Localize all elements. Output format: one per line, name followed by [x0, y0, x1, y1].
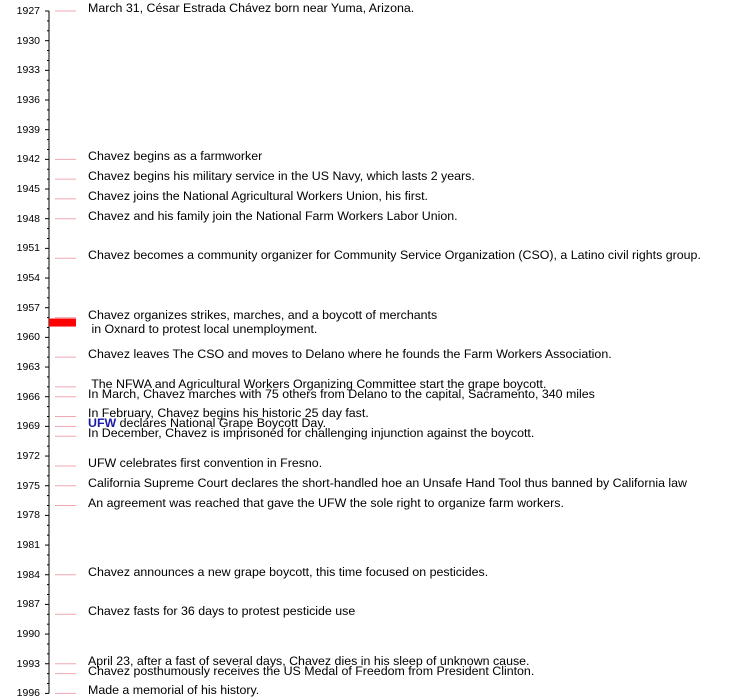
event-text: April 23, after a fast of several days, Chavez dies in his sleep of unknown cause.	[88, 653, 530, 668]
event-item	[88, 209, 458, 223]
year-label: 1945	[16, 183, 40, 196]
year-label: 1966	[16, 390, 40, 403]
year-label: 1948	[16, 212, 40, 225]
event-item	[88, 426, 534, 440]
event-item	[88, 496, 564, 510]
year-label: 1954	[16, 272, 40, 285]
event-text: Chavez and his family join the National Farm Workers Labor Union.	[88, 208, 458, 223]
event-item	[88, 565, 488, 579]
event-text: Chavez fasts for 36 days to protest pesticide use	[88, 604, 356, 619]
year-label: 1990	[16, 628, 40, 641]
event-text: An agreement was reached that gave the UFW the sole right to organize farm workers.	[88, 495, 564, 510]
year-label: 1978	[16, 509, 40, 522]
year-label: 1951	[16, 242, 40, 255]
event-text: Chavez joins the National Agricultural Workers Union, his first.	[88, 188, 428, 203]
event-item	[88, 308, 437, 336]
year-label: 1972	[16, 450, 40, 463]
event-item	[88, 248, 701, 262]
event-text: In March, Chavez marches with 75 others from Delano to the capital, Sacramento, 340 miles	[88, 386, 595, 401]
year-label: 1957	[16, 301, 40, 314]
event-item	[88, 476, 687, 490]
year-label: 1996	[16, 687, 40, 700]
event-item	[88, 347, 612, 361]
event-text: UFW celebrates first convention in Fresno.	[88, 455, 323, 470]
year-label: 1987	[16, 598, 40, 611]
event-item	[88, 149, 262, 163]
event-text: Chavez organizes strikes, marches, and a boycott of merchants in Oxnard to protest local unemployment.	[88, 307, 438, 336]
year-label: 1936	[16, 94, 40, 106]
event-text: In December, Chavez is imprisoned for challenging injunction against the boycott.	[88, 426, 535, 441]
event-item	[88, 169, 475, 183]
ufw-abbreviation[interactable]: UFW	[88, 416, 117, 431]
event-text: In February, Chavez begins his historic 25 day fast.	[88, 406, 369, 421]
year-label: 1942	[16, 153, 40, 166]
year-label: 1930	[16, 34, 40, 47]
event-text: The NFWA and Agricultural Workers Organizing Committee start the grape boycott.	[88, 376, 547, 391]
event-text: California Supreme Court declares the short-handled hoe an Unsafe Hand Tool thus banned by California law	[88, 475, 688, 490]
year-label: 1963	[16, 361, 40, 374]
year-label: 1993	[16, 657, 40, 670]
highlight-marker	[49, 319, 76, 327]
event-item	[88, 1, 414, 15]
year-label: 1975	[16, 479, 40, 492]
event-item	[88, 456, 322, 470]
event-text: March 31, César Estrada Chávez born near Yuma, Arizona.	[88, 1, 415, 15]
year-label: 1933	[16, 64, 40, 77]
event-item	[88, 683, 259, 697]
event-text: Chavez leaves The CSO and moves to Delano where he founds the Farm Workers Association.	[88, 347, 612, 362]
year-label: 1939	[16, 123, 40, 136]
year-label: 1981	[16, 539, 40, 552]
event-item	[88, 189, 428, 203]
event-text: Chavez becomes a community organizer for Community Service Organization (CSO), a Latino civil rights group.	[88, 248, 701, 263]
year-label: 1927	[16, 5, 40, 17]
year-label: 1984	[16, 568, 40, 581]
event-text: Chavez begins as a farmworker	[88, 149, 263, 164]
event-text: Chavez announces a new grape boycott, this time focused on pesticides.	[88, 564, 489, 579]
year-label: 1960	[16, 331, 40, 344]
event-text: declares National Grape Boycott Day.	[116, 416, 327, 431]
event-item	[88, 664, 534, 678]
year-label: 1969	[16, 420, 40, 433]
event-text: Chavez begins his military service in the US Navy, which lasts 2 years.	[88, 169, 475, 184]
event-text: Made a memorial of his history.	[88, 683, 260, 698]
event-text: Chavez posthumously receives the US Medal of Freedom from President Clinton.	[88, 663, 535, 678]
event-item	[88, 387, 595, 401]
event-item	[88, 604, 355, 618]
